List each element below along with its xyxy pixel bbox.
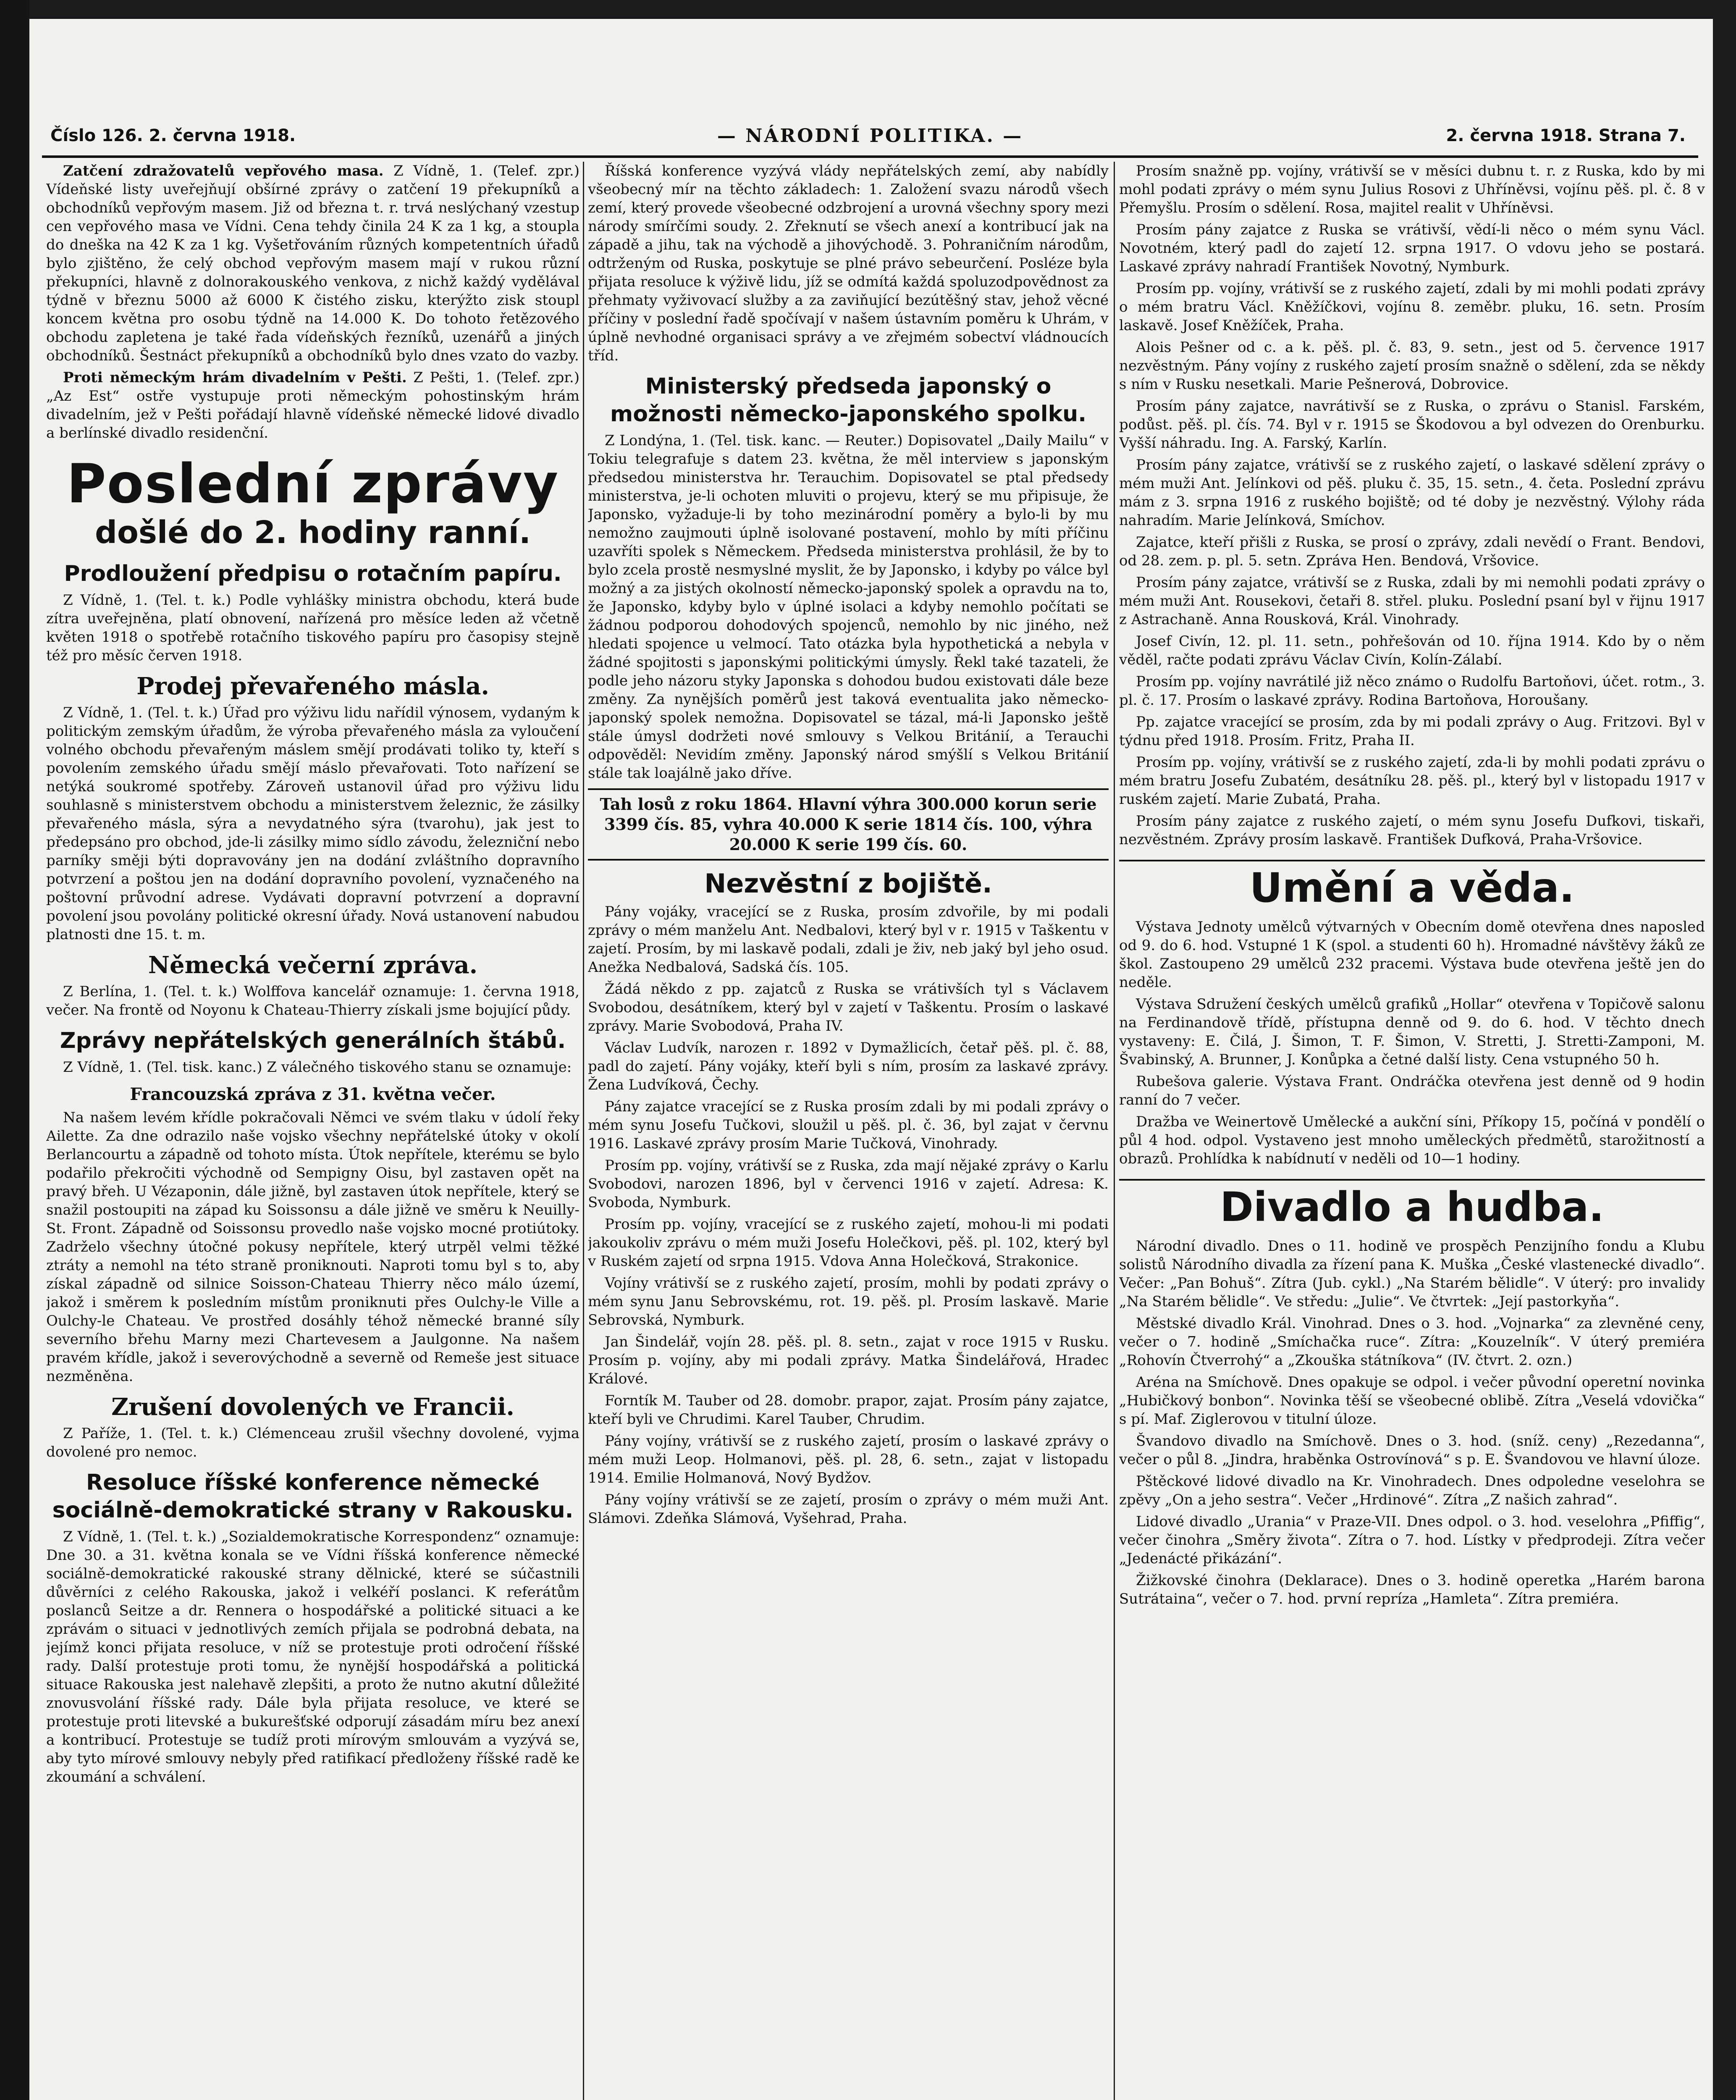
subsection-heading: Francouzská zpráva z 31. května večer. — [130, 1084, 496, 1104]
notice: Prosím pp. vojíny, vrátivší se z Ruska, zda mají nějaké zprávy o Karlu Svobodovi, narozen 1896, byl v červenci 1916 v zajetí. Adresa: K. Svoboda, Nymburk. — [588, 1157, 1109, 1211]
section-heading: Zprávy nepřátelských generálních štábů. — [60, 1028, 566, 1053]
section-heading-theatre: Divadlo a hudba. — [1119, 1179, 1705, 1230]
article-text: Dražba ve Weinertově Umělecké a aukční síni, Příkopy 15, počíná v pondělí o půl 4 hod. odpol. Vystaveno jest mnoho uměleckých předmětů, starožitností a obrazů. Prohlídka k nabídnutí v neděli od 10—1 hodiny. — [1119, 1113, 1705, 1167]
notice: Prosím snažně pp. vojíny, vrátivší se v měsíci dubnu t. r. z Ruska, kdo by mi mohl podati zprávy o mém synu Julius Rosovi z Uhříněvsi, vojínu pěš. pl. č. 8 v Přemyšlu. Prosím o sdělení. Rosa, majitel realit v Uhříněvsi. — [1119, 163, 1705, 216]
notice: Václav Ludvík, narozen r. 1892 v Dymažlicích, četař pěš. pl. č. 88, padl do zajetí. Pány vojáky, kteří byli s ním, prosím za laskavé zprávy. Žena Ludvíková, Čechy. — [588, 1040, 1109, 1093]
notice: Prosím pány zajatce z Ruska se vrátivší, vědí-li něco o mém synu Václ. Novotném, který padl do zajetí 12. srpna 1917. O vdovu jeho se postará. Laskavé zprávy nahradí František Novotný, Nymburk. — [1119, 221, 1705, 275]
notice: Vojíny vrátivší se z ruského zajetí, prosím, mohli by podati zprávy o mém synu Janu Sebrovskému, rot. 19. pěš. pl. Prosím laskavě. Marie Sebrovská, Nymburk. — [588, 1275, 1109, 1328]
section-heading: Zrušení dovolených ve Francii. — [111, 1393, 514, 1421]
article-text: Z Londýna, 1. (Tel. tisk. kanc. — Reuter.) Dopisovatel „Daily Mailu“ v Tokiu telegrafuje s datem 23. května, že měl interview s japonským předsedou ministerstva hr. Terauchim. Dopisovatel se ptal předsedy ministerstva, je-li ochoten mluviti o projevu, který se mu připisuje, že Japonsko, vyžaduje-li by toho mezinárodní poměry a bylo-li by mu nemožno zaujmouti úplně isolované postavení, mohlo by míti příčinu uzavříti spolek s Německem. Předseda ministerstva prohlásil, že by to bylo zcela prostě nesmyslné myslit, že by Japonsko, i kdyby po válce byl možný a za jistých okolností německo-japonský spolek a opravdu na to, že Japonsko, kdyby bylo v úplné isolaci a kdyby nemohlo počítati se žádnou podporou dohodových spojenců, nemohlo by nic jiného, než hledati spojence u velmocí. Tato otázka byla hypothetická a nebyla v žádné spojitosti s japonskými politickými úmysly. Řekl také tazateli, že podle jeho názoru styky Japonska s dohodou budou existovati dále beze změny. Za nynějších poměrů jest taková eventualita jako německo-japonský spolek nemožna. Dopisovatel se tázal, má-li Japonsko ještě stále úmysl dodržeti nové smlouvy s Velkou Británií, a Terauchi odpověděl: Nevidím změny. Japonský národ smýšlí s Velkou Británií stále tak loajálně jako dříve. — [588, 432, 1109, 782]
notice: Žádá někdo z pp. zajatců z Ruska se vrátivších tyl s Václavem Svobodou, desátníkem, který byl v zajetí v Taškentu. Prosím o laskavé zprávy. Marie Svobodová, Praha IV. — [588, 981, 1109, 1034]
issue-number: Číslo 126. 2. června 1918. — [50, 126, 296, 145]
notice: Pány vojíny vrátivší se ze zajetí, prosím o zprávy o mém muži Ant. Slámovi. Zdeňka Slámová, Vyšehrad, Praha. — [588, 1491, 1109, 1527]
section-heading: Ministerský předseda japonský o možnosti německo-japonského spolku. — [610, 374, 1086, 427]
article-text: Z Vídně, 1. (Tel. tisk. kanc.) Z válečného tiskového stanu se oznamuje: — [63, 1059, 572, 1076]
article-text: Z Paříže, 1. (Tel. t. k.) Clémenceau zrušil všechny dovolené, vyjma dovolené pro nemoc. — [46, 1425, 580, 1460]
notice: Pány vojáky, vracející se z Ruska, prosím zdvořile, by mi podali zprávy o mém manželu Ant. Nedbalovi, který byl v r. 1915 v Taškentu v zajetí. Prosím, by mi laskavě podali, zdali je živ, neb jaký byl jeho osud. Anežka Nedbalová, Sadská čís. 105. — [588, 903, 1109, 976]
notice: Prosím pp. vojíny navrátilé již něco známo o Rudolfu Bartoňovi, účet. rotm., 3. pl. č. 17. Prosím o laskavé zprávy. Rodina Bartoňova, Horoušany. — [1119, 673, 1705, 709]
notice: Forntík M. Tauber od 28. domobr. prapor, zajat. Prosím pány zajatce, kteří byli ve Chrudimi. Karel Tauber, Chrudim. — [588, 1392, 1109, 1428]
section-heading: Resoluce říšské konference německé sociálně-demokratické strany v Rakousku. — [52, 1470, 574, 1523]
notice: Prosím pp. vojíny, vrátivší se z ruského zajetí, zdali by mi mohli podati zprávy o mém bratru Václ. Kněžíčkovi, vojínu 8. zeměbr. pluku, 16. setn. Prosím laskavě. Josef Kněžíček, Praha. — [1119, 280, 1705, 334]
running-head — [42, 122, 1698, 158]
latest-news-subheading: došlé do 2. hodiny ranní. — [95, 514, 531, 551]
scan-border-right — [1713, 0, 1736, 2100]
notice: Jan Šindelář, vojín 28. pěš. pl. 8. setn., zajat v roce 1915 v Rusku. Prosím p. vojíny, aby mi podali zprávy. Matka Šindelářová, Hradec Králové. — [588, 1334, 1109, 1387]
latest-news-heading: Poslední zprávy — [66, 453, 559, 515]
article-text: Aréna na Smíchově. Dnes opakuje se odpol. i večer původní operetní novinka „Hubičkový bonbon“. Novinka těší se všeobecné oblibě. Zítra „Veselá vdovička“ s pí. Maf. Ziglerovou v titulní úloze. — [1119, 1374, 1705, 1428]
article-text: Proti německým hrám divadelním v Pešti. Z Pešti, 1. (Telef. zpr.) „Az Est“ ostře vystupuje proti německým pohostinským hrám divadelním, jež v Pešti pořádají hlavně vídeňské německé lidové divadlo a berlínské divadlo residenční. — [46, 369, 580, 441]
section-heading: Prodloužení předpisu o rotačním papíru. — [64, 561, 562, 586]
article-text: Z Vídně, 1. (Tel. t. k.) Podle vyhlášky ministra obchodu, která bude zítra uveřejněna, platí obnovení, nařízená pro měsíce leden až včetně květen 1918 o spotřebě rotačního tiskového papíru pro časopisy stejně též pro měsíc červen 1918. — [46, 592, 580, 664]
article-text: Výstava Sdružení českých umělců grafiků „Hollar“ otevřena v Topičově salonu na Ferdinandově třídě, přístupna denně od 9. do 6. hod. V těchto dnech vystaveny: E. Čilá, J. Šimon, T. F. Šimon, V. Stretti, J. Stretti-Zamponi, M. Švabinský, A. Brunner, J. Konůpka a četné další listy. Cena vstupného 50 h. — [1119, 996, 1705, 1068]
notice: Pány vojíny, vrátivší se z ruského zajetí, prosím o laskavé zprávy o mém muži Leop. Holmanovi, pěš. pl. 28, 6. setn., zajat v listopadu 1914. Emilie Holmanová, Nový Bydžov. — [588, 1433, 1109, 1486]
article-text: Z Vídně, 1. (Tel. t. k.) Úřad pro výživu lidu nařídil výnosem, vydaným k politickým zemským úřadům, že výroba převařeného másla za vyloučení volného obchodu převařeným máslem smějí prodávati toliko ty, kteří s povolením zemského úřadu smějí máslo převařovati. Toto nařízení se netýká soukromé spotřeby. Zároveň ustanovil úřad pro výživu lidu souhlasně s ministerstvem obchodu a ministerstvem železnic, že zásilky převařeného másla, sýra a nevydatného sýra (tvarohu), jak jest to předepsáno pro obchod, jde-li zásilky mimo sídlo závodu, železniční nebo parníky směji býti dopravovány jen na dodání zvláštního dopravního potvrzení a poštou jen na dodání dopravního povolení, vyznačeného na poštovní průvodní adrese. Vydávati dopravní potvrzení a dopravní povolení jsou povolány politické okresní úřady. Nová ustanovení nabudou platnosti dne 15. t. m. — [46, 704, 580, 943]
notice: Prosím pány zajatce, vrátivší se z Ruska, zdali by mi nemohli podati zprávy o mém muži Ant. Rousekovi, četaři 8. střel. pluku. Poslední psaní byl v řijnu 1917 z Astrachaně. Anna Rousková, Král. Vinohrady. — [1119, 574, 1705, 628]
article-text: Žižkovské činohra (Deklarace). Dnes o 3. hodině operetka „Harém barona Sutrátaina“, večer o 7. hod. první repríza „Hamleta“. Zítra premiéra. — [1119, 1572, 1705, 1607]
notice: Prosím pány zajatce, navrátivší se z Ruska, o zprávu o Stanisl. Farském, podůst. pěš. pl. čís. 74. Byl v r. 1915 se Škodovou a byl odvezen do Orenburku. Vyšší náhradu. Ing. A. Farský, Karlín. — [1119, 398, 1705, 452]
scan-border-left — [0, 0, 29, 2100]
column-1 — [46, 162, 580, 2100]
section-heading: Prodej převařeného másla. — [136, 672, 489, 700]
notice: Prosím pány zajatce, vrátivší se z ruského zajetí, o laskavé sdělení zprávy o mém muži Ant. Jelínkovi od pěš. pluku č. 35, 15. setn., 4. četa. Poslední zprávu mám z 3. srpna 1916 z ruského bojiště; od té doby je nezvěstný. Výlohy ráda nahradím. Marie Jelínková, Smíchov. — [1119, 457, 1705, 529]
article-title: Zatčení zdražovatelů vepřového masa. — [63, 163, 384, 179]
article-text: Švandovo divadlo na Smíchově. Dnes o 3. hod. (sníž. ceny) „Rezedanna“, večer o půl 8. „Jindra, hraběnka Ostrovínová“ s p. E. Švandovou ve hlavní úloze. — [1119, 1433, 1705, 1468]
article-text: Národní divadlo. Dnes o 11. hodině ve prospěch Penzijního fondu a Klubu solistů Národního divadla za řízení pana K. Muška „České vlastenecké divadlo“. Večer: „Pan Bohuš“. Zítra (Jub. cykl.) „Na Starém bělidle“. V úterý: pro invalidy „Na Starém bělidle“. Ve středu: „Julie“. Ve čtvrtek: „Její pastorkyňa“. — [1119, 1238, 1705, 1310]
article-text: Pštěckové lidové divadlo na Kr. Vinohradech. Dnes odpoledne veselohra se zpěvy „On a jeho sestra“. Večer „Hrdinové“. Zítra „Z našich zahrad“. — [1119, 1473, 1705, 1508]
notice: Alois Pešner od c. a k. pěš. pl. č. 83, 9. setn., jest od 5. července 1917 nezvěstným. Pány vojíny z ruského zajetí prosím snažně o sdělení, zda se někdy s ním v Rusku nesetkali. Marie Pešnerová, Dobrovice. — [1119, 339, 1705, 393]
scan-border-top — [0, 0, 1736, 19]
newspaper-name: — NÁRODNÍ POLITIKA. — — [717, 125, 1023, 147]
lottery-results: Tah losů z roku 1864. Hlavní výhra 300.000 korun serie 3399 čís. 85, vyhra 40.000 K serie 1814 čís. 100, výhra 20.000 K serie 199 čís. 60. — [588, 788, 1109, 861]
notice: Prosím pp. vojíny, vracející se z ruského zajetí, mohou-li mi podati jakoukoliv zprávu o mém muži Josefu Holečkovi, pěš. pl. 102, který byl v Ruském zajetí od srpna 1915. Vdova Anna Holečková, Strakonice. — [588, 1216, 1109, 1270]
article-text: Výstava Jednoty umělců výtvarných v Obecním domě otevřena dnes naposled od 9. do 6. hod. Vstupné 1 K (spol. a studenti 60 h). Hromadné návštěvy žáků ze škol. Zastoupeno 29 umělců 232 pracemi. Výstava bude otevřena ještě jen do neděle. — [1119, 919, 1705, 991]
section-heading: Německá večerní zpráva. — [148, 951, 478, 979]
article-title: Proti německým hrám divadelním v Pešti. — [63, 369, 407, 386]
notice: Josef Civín, 12. pl. 11. setn., pohřešován od 10. října 1914. Kdo by o něm věděl, račte podati zprávu Václav Civín, Kolín-Zálabí. — [1119, 633, 1705, 668]
column-3 — [1119, 162, 1705, 2100]
notice: Pp. zajatce vracející se prosím, zda by mi podali zprávy o Aug. Fritzovi. Byl v týdnu před 1918. Prosím. Fritz, Praha II. — [1119, 714, 1705, 749]
article-text: Na našem levém křídle pokračovali Němci ve svém tlaku v údolí řeky Ailette. Za dne odrazilo naše vojsko všechny nepřátelské útoky v okolí Berlancourtu a západně od tohoto místa. Útok nepřítele, kterému se bylo podařilo překročiti východně od Sempigny Oisu, byl zastaven opět na pravý břeh. U Vézaponin, dále jižně, byl zastaven útok nepřítele, který se snažil postoupiti na západ ku Soissonsu a dále jižně ve směru k Neuilly-St. Front. Západně od Soissonsu provedlo naše vojsko mocné protiútoky. Zadrželo všechny útočné pokusy nepřítele, který utrpěl velmi těžké ztráty a nemohl na této straně proniknouti. Naproti tomu byl s to, aby získal západně od silnice Soisson-Chateau Thierry něco málo území, jakož i směrem k posledním místům proniknuti přes Oulchy-le Ville a Oulchy-le Chateau. Ve prostřed dosáhly téhož německé branné síly severního břehu Marny mezi Chartevesem a Jaulgonne. Na našem pravém křídle, jakož i severovýchodně a severně od Remeše jest situace nezměněna. — [46, 1109, 580, 1385]
notice: Pány zajatce vracející se z Ruska prosím zdali by mi podali zprávy o mém synu Josefu Tučkovi, sloužil u pěš. pl. č. 36, byl zajat v červnu 1916. Laskavé zprávy prosím Marie Tučková, Vinohrady. — [588, 1098, 1109, 1152]
notice: Prosím pp. vojíny, vrátivší se z ruského zajetí, zda-li by mohli podati zprávu o mém bratru Josefu Zubatém, desátníku 28. pěš. pl., který byl v listopadu 1917 v ruském zajetí. Marie Zubatá, Praha. — [1119, 754, 1705, 808]
notice: Prosím pány zajatce z ruského zajetí, o mém synu Josefu Dufkovi, tiskaři, nezvěstném. Zprávy prosím laskavě. František Dufková, Praha-Vršovice. — [1119, 813, 1705, 848]
article-text: Zatčení zdražovatelů vepřového masa. Z Vídně, 1. (Telef. zpr.) Vídeňské listy uveřejňují obšírné zprávy o zatčení 19 překupníků a obchodníků vepřovým masem. Již od března t. r. trvá neslýchaný vzestup cen vepřového masa ve Vídni. Cena tehdy činila 24 K za 1 kg, a stoupla do dneška na 42 K za 1 kg. Vyšetřováním různých kompetentních úřadů bylo zjištěno, že celý obchod vepřovým masem mají v rukou různí překupníci, hlavně z dolnorakouského venkova, z nichž každý vydělával týdně v březnu 5000 až 6000 K čistého zisku, kterýžto zisk stoupl koncem května pro osobu týdně na 14.000 K. Do tohoto řetězového obchodu zapletena je také řada vídeňských řezníků, uzenářů a jiných obchodníků. Šestnáct překupníků a obchodníků bylo dnes vzato do vazby. — [46, 163, 580, 364]
column-2 — [588, 162, 1109, 2100]
article-text: Z Berlína, 1. (Tel. t. k.) Wolffova kancelář oznamuje: 1. června 1918, večer. Na frontě od Noyonu k Chateau-Thierry získali jsme bojující půdy. — [46, 983, 580, 1018]
column-rule — [583, 162, 584, 2100]
article-text: Z Vídně, 1. (Tel. t. k.) „Sozialdemokratische Korrespondenz“ oznamuje: Dne 30. a 31. května konala se ve Vídni říšská konference německé sociálně-demokratické rakouské strany dělnické, které se súčastnili důvěrníci z celého Rakouska, jakož i velkéří poslanci. K referátům poslanců Seitze a dr. Rennera o hospodářské a politické situaci a ke zprávám o situaci v jednotlivých zemích přijala se podrobná debata, na jejímž konci přijata resoluce, v níž se protestuje proti odročení říšské rady. Další protestuje proti tomu, že nynější hospodářská a politická situace Rakouska jest nalehavě zlepšiti, a proto že nutno akutní důležité znovusvolání říšské rady. Dále byla přijata resoluce, ve které se protestuje proti litevské a bukurešťské odporují zásadám míru bez anexí a kontribucí. Protestuje se tudíž proti mírovým smlouvám a vyzývá se, aby tyto mírové smlouvy nebyly před ratifikací předloženy říšské radě ke zkoumání a schválení. — [46, 1528, 580, 1785]
notice: Zajatce, kteří přišli z Ruska, se prosí o zprávy, zdali nevědí o Frant. Bendovi, od 28. zem. p. pl. 5. setn. Zpráva Hen. Bendová, Vršovice. — [1119, 534, 1705, 569]
article-text: Městské divadlo Král. Vinohrad. Dnes o 3. hod. „Vojnarka“ za zlevněné ceny, večer o 7. hodině „Smíchačka ruce“. Zítra: „Kouzelník“. V úterý premiéra „Rohovín Čtverrohý“ a „Zkouška státníkova“ (IV. čtvrt. 2. ozn.) — [1119, 1315, 1705, 1369]
column-rule — [1114, 162, 1115, 2100]
section-heading: Nezvěstní z bojiště. — [704, 868, 992, 899]
article-text: Rubešova galerie. Výstava Frant. Ondráčka otevřena jest denně od 9 hodin ranní do 7 večer. — [1119, 1073, 1705, 1108]
section-heading-arts: Umění a věda. — [1119, 860, 1705, 911]
article-text: Lidové divadlo „Urania“ v Praze-VII. Dnes odpol. o 3. hod. veselohra „Pfiffig“, večer činohra „Směry života“. Zítra o 7. hod. Lístky v předprodeji. Zítra večer „Jedenácté přikázání“. — [1119, 1513, 1705, 1567]
article-text: Říšská konference vyzývá vlády nepřátelských zemí, aby nabídly všeobecný mír na těchto základech: 1. Založení svazu národů všech zemí, který provede všeobecné odzbrojení a urovná všechny spory mezi národy smírčími soudy. 2. Zřeknutí se všech anexí a kontribucí jak na západě a jihu, tak na východě a jihovýchodě. 3. Pohraničním národům, odtrženým od Ruska, poskytuje se plné právo sebeurčení. Posléze byla přijata resoluce k výživě lidu, jíž se odmítá každá spoluzodpovědnost za přehmaty vyživovací služby a za zaviňující bezútěšný stav, jehož věcné příčiny v poslední řadě spočívají v našem ústavním poměru k Uhrám, v úplně nevhodné organisaci správy a ve zřejmém sobectví vládnoucích tříd. — [588, 163, 1109, 364]
page-number: 2. června 1918. Strana 7. — [1446, 126, 1686, 145]
